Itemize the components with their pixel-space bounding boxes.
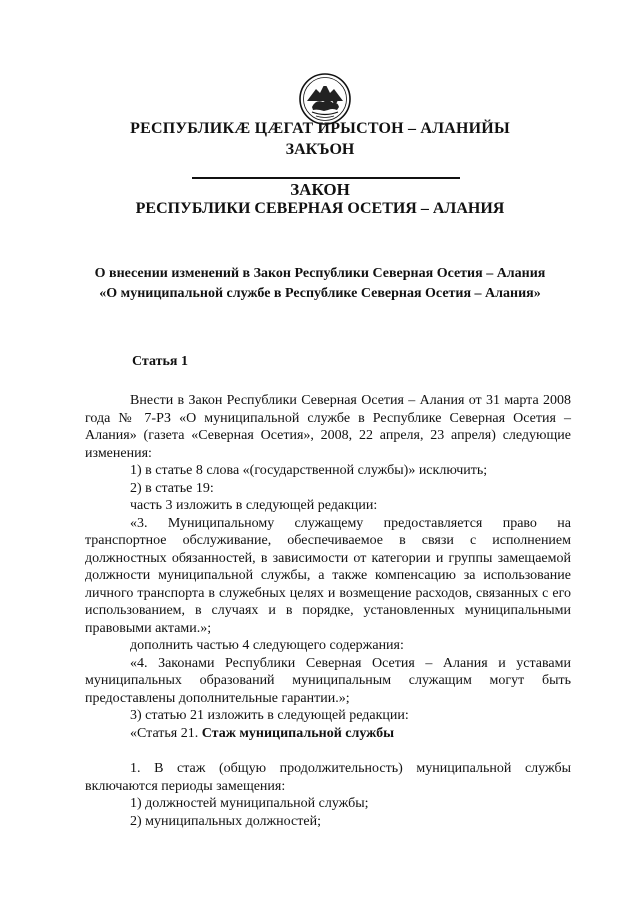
article-heading: Статья 1 — [132, 354, 188, 369]
article-body — [85, 392, 571, 830]
spacer — [85, 742, 571, 760]
paragraph: 2) муниципальных должностей; — [130, 813, 321, 829]
paragraph: Внести в Закон Республики Северная Осетия – Алания от 31 марта 2008 года № 7-РЗ «О муниципальной службе в Республике Северная Осетия – Алания» (газета «Северная Осетия», 2008, 22 апреля, 23 апреля) следующие изменения: — [85, 393, 571, 461]
republic-title-ossetian: РЕСПУБЛИКÆ ЦÆГАТ ИРЫСТОН – АЛАНИЙЫ — [130, 120, 510, 137]
coat-of-arms-emblem-icon — [298, 72, 352, 126]
republic-title-russian: РЕСПУБЛИКИ СЕВЕРНАЯ ОСЕТИЯ – АЛАНИЯ — [135, 200, 505, 217]
article-21-heading — [85, 725, 571, 743]
paragraph: «3. Муниципальному служащему предоставляется право на транспортное обслуживание, обеспечиваемое в связи с исполнением должностных обязанностей, в зависимости от категории и группы замещаемой должности муниципальной службы, а также компенсацию за использование личного транспорта в служебных целях и возмещение расходов, связанных с его использованием, в случаях и в порядке, установленных муниципальными правовыми актами.»; — [85, 515, 571, 636]
law-subject-line-2: «О муниципальной службе в Республике Северная Осетия – Алания» — [99, 286, 541, 301]
law-subject-line-1: О внесении изменений в Закон Республики Северная Осетия – Алания — [94, 266, 546, 281]
paragraph: 1) должностей муниципальной службы; — [130, 796, 369, 811]
header-divider — [192, 177, 460, 179]
paragraph: 1) в статье 8 слова «(государственной службы)» исключить; — [130, 463, 488, 478]
paragraph: часть 3 изложить в следующей редакции: — [130, 498, 378, 513]
law-title-ossetian: ЗАКЪОН — [285, 141, 355, 158]
article-21-prefix: «Статья 21. — [130, 725, 202, 741]
paragraph: дополнить частью 4 следующего содержания: — [130, 638, 404, 653]
paragraph: 3) статью 21 изложить в следующей редакции: — [130, 708, 409, 723]
article-21-title: Стаж муниципальной службы — [201, 725, 395, 741]
paragraph: «4. Законами Республики Северная Осетия – Алания и уставами муниципальных образований муниципальным служащим могут быть предоставлены дополнительные гарантии.»; — [85, 655, 571, 706]
paragraph: 1. В стаж (общую продолжительность) муниципальной службы включаются периоды замещения: — [85, 761, 571, 794]
paragraph: 2) в статье 19: — [130, 480, 214, 496]
law-title-russian: ЗАКОН — [290, 180, 350, 199]
